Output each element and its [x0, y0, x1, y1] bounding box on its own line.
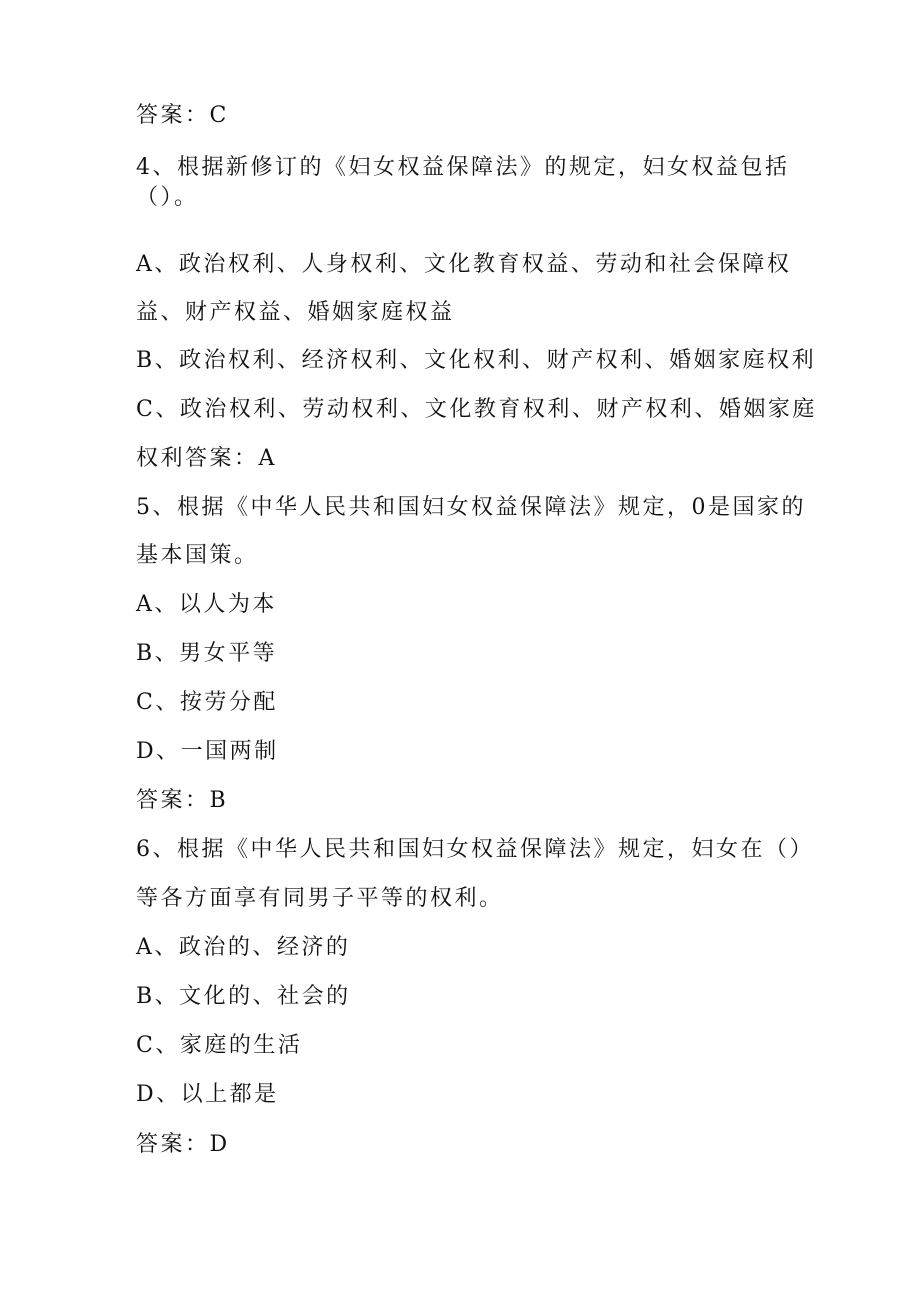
q5-option-b: B、男女平等: [136, 641, 278, 666]
q5-option-a: A、以人为本: [136, 592, 277, 617]
q6-option-a: A、政治的、经济的: [136, 935, 351, 960]
q4-option-a-line2: 益、财产权益、婚姻家庭权益: [136, 300, 455, 325]
q4-option-a-line1: A、政治权利、人身权利、文化教育权益、劳动和社会保障权: [136, 252, 792, 277]
q5-option-c: C、按劳分配: [136, 690, 278, 715]
q6-option-c: C、家庭的生活: [136, 1033, 303, 1058]
q4-option-b: B、政治权利、经济权利、文化权利、财产权利、婚姻家庭权利: [136, 348, 817, 373]
q4-stem-line1: 4、根据新修订的《妇女权益保障法》的规定，妇女权益包括: [136, 155, 790, 180]
q6-stem-line1: 6、根据《中华人民共和国妇女权益保障法》规定，妇女在（）: [136, 837, 814, 862]
q5-option-d: D、一国两制: [136, 739, 279, 764]
q5-stem-line2: 基本国策。: [136, 543, 259, 568]
q6-stem-line2: 等各方面享有同男子平等的权利。: [136, 886, 504, 911]
q4-stem-line2: （）。: [136, 185, 199, 210]
q6-answer: 答案：D: [136, 1132, 230, 1157]
q6-option-b: B、文化的、社会的: [136, 984, 351, 1009]
q6-option-d: D、以上都是: [136, 1082, 279, 1107]
q4-option-c-line1: C、政治权利、劳动权利、文化教育权利、财产权利、婚姻家庭: [136, 397, 817, 422]
q3-answer: 答案：C: [136, 103, 229, 128]
q5-stem-line1: 5、根据《中华人民共和国妇女权益保障法》规定，0是国家的: [136, 495, 806, 520]
q5-answer: 答案：B: [136, 788, 229, 813]
q4-option-c-line2: 权利答案：A: [136, 446, 277, 471]
